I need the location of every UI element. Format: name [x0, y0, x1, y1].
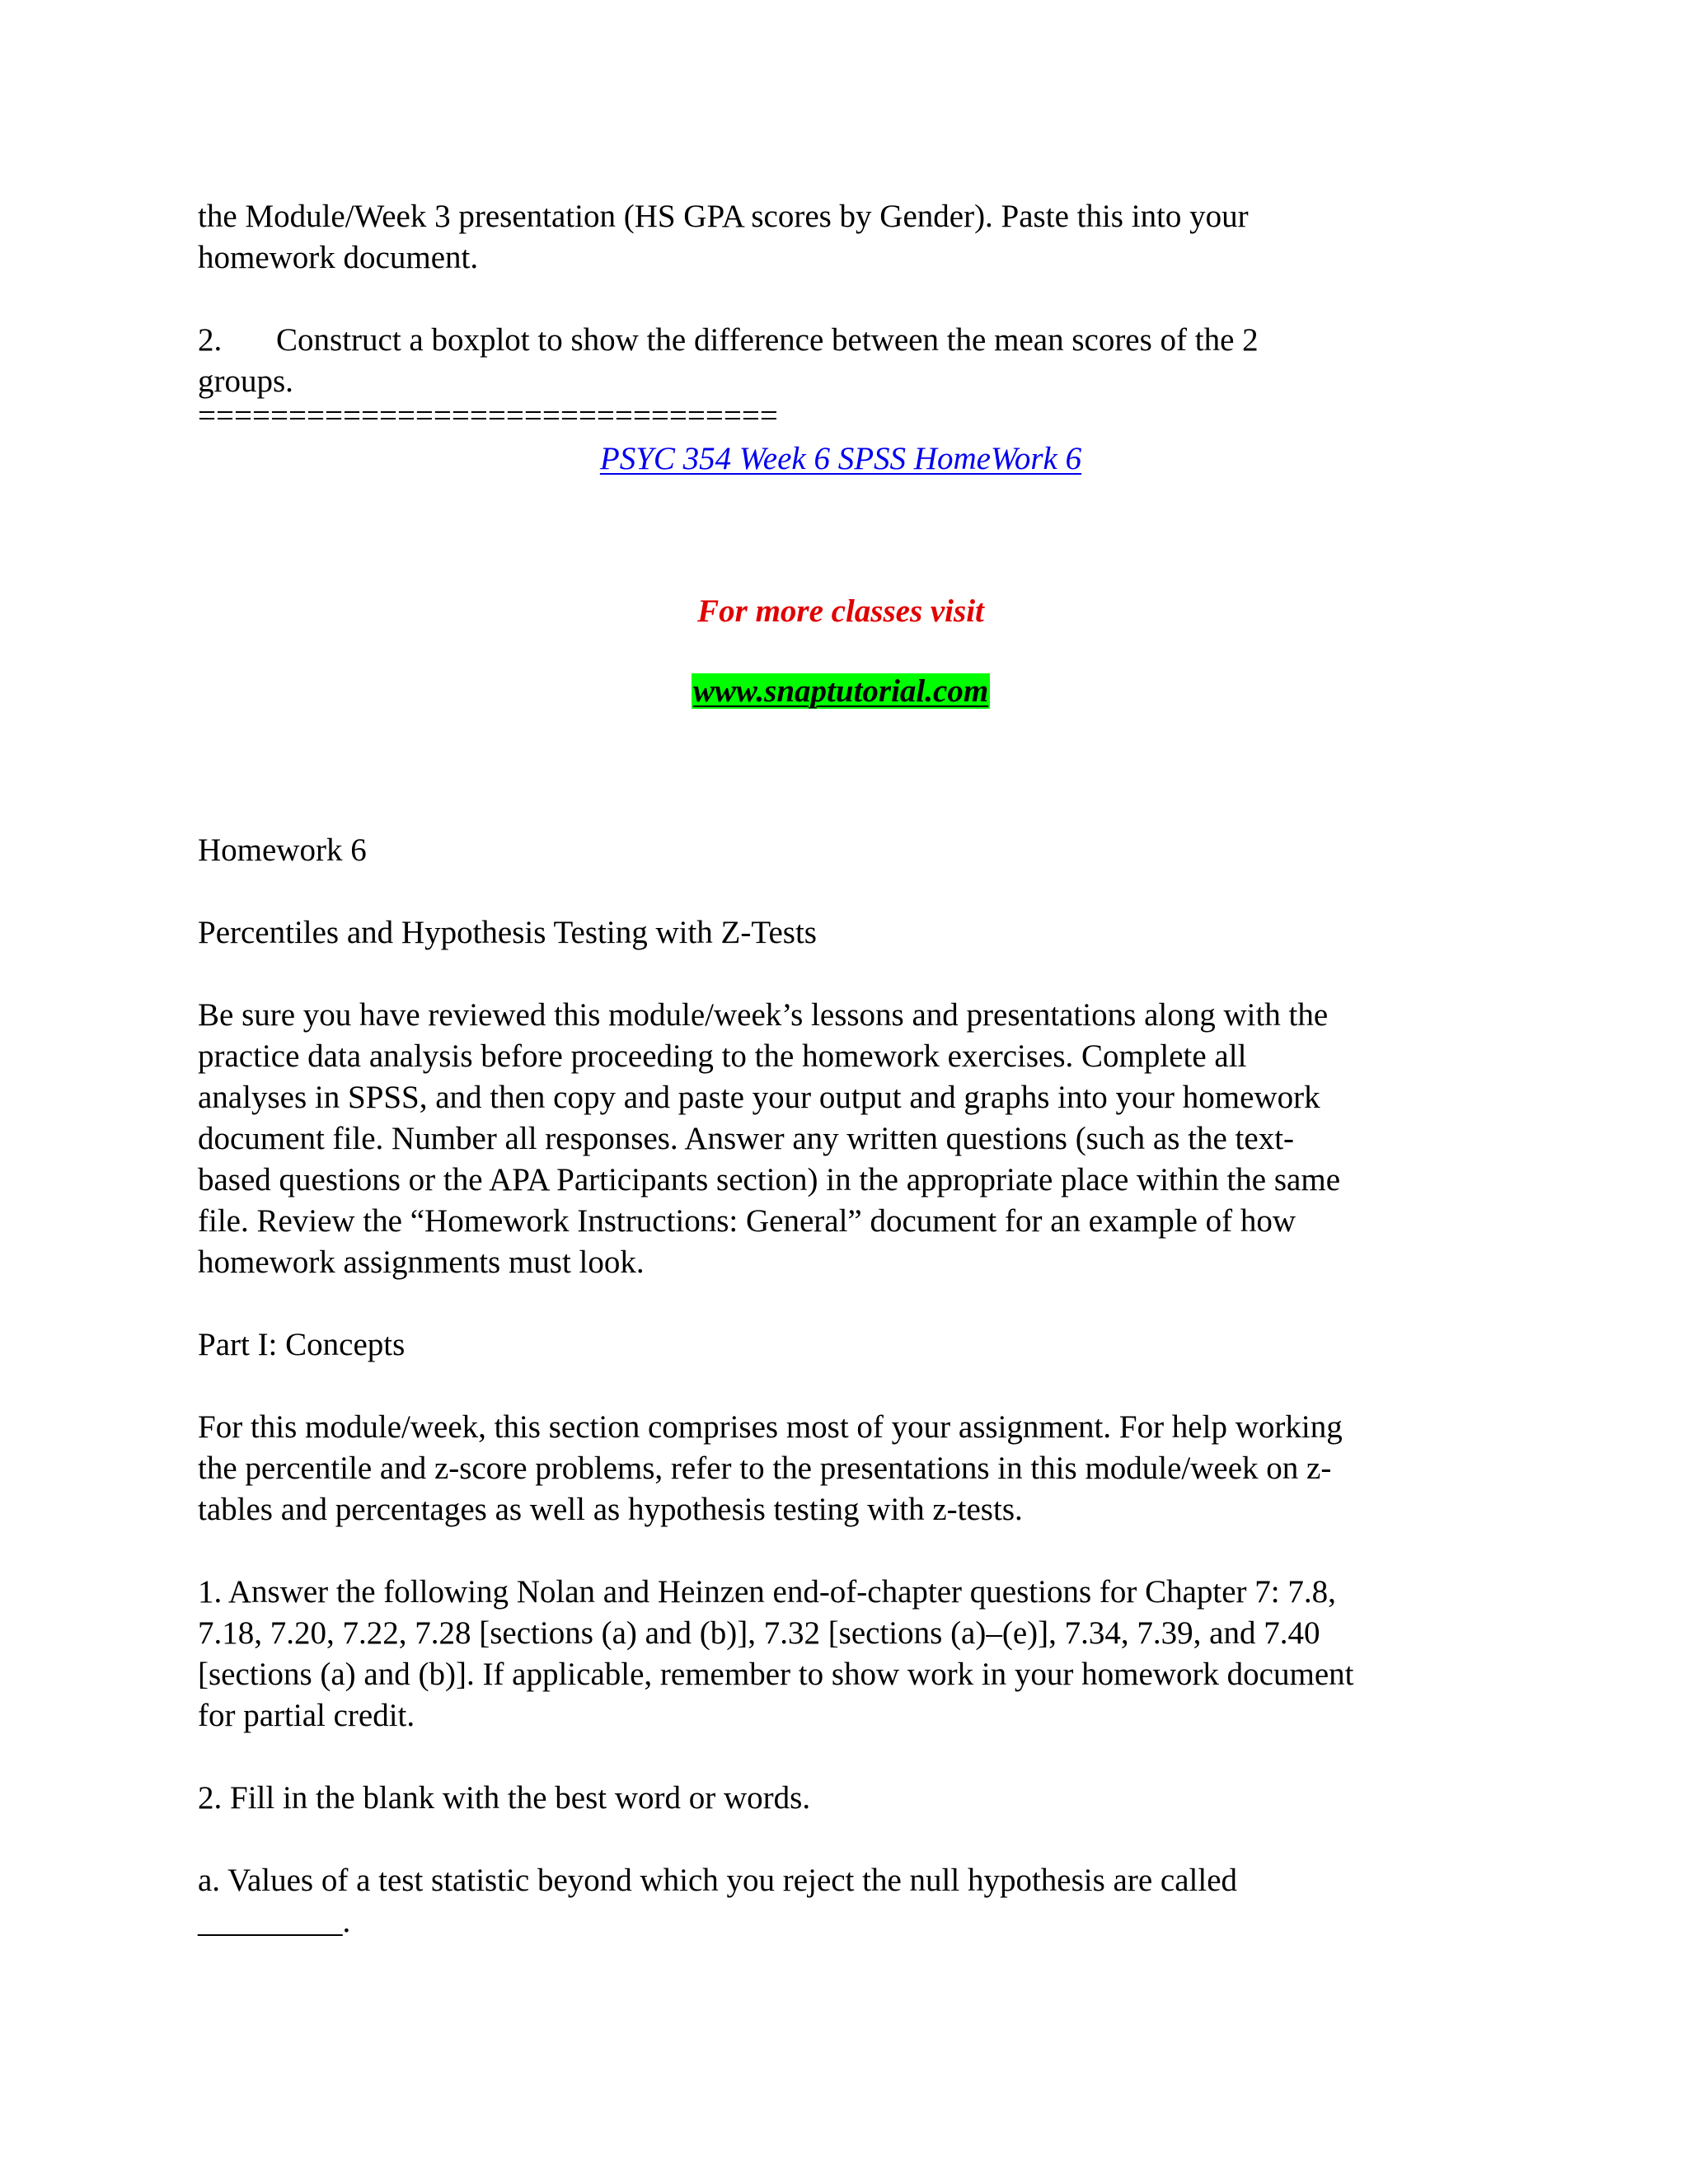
part1-intro-paragraph — [198, 1407, 1484, 1530]
paragraph-line: document file. Number all responses. Answer any written questions (such as the text- — [198, 1121, 1295, 1156]
course-link[interactable]: PSYC 354 Week 6 SPSS HomeWork 6 — [599, 441, 1082, 476]
list-text: Construct a boxplot to show the difference between the mean scores of the 2 — [276, 322, 1259, 358]
paragraph-line: 7.18, 7.20, 7.22, 7.28 [sections (a) and (b)], 7.32 [sections (a)–(e)], 7.34, 7.39, and 7.40 — [198, 1615, 1320, 1651]
intro-line: homework document. — [198, 240, 479, 275]
site-link[interactable]: www.snaptutorial.com — [692, 673, 989, 709]
paragraph-line: 1. Answer the following Nolan and Heinzen end-of-chapter questions for Chapter 7: 7.8, — [198, 1574, 1336, 1610]
paragraph-line: for partial credit. — [198, 1698, 415, 1733]
paragraph-line: the percentile and z-score problems, refer to the presentations in this module/week on z- — [198, 1451, 1332, 1486]
site-link-line — [198, 671, 1484, 712]
list-item-2-cont: groups. — [198, 363, 293, 399]
part1-heading: Part I: Concepts — [198, 1327, 406, 1362]
list-item-2 — [198, 320, 1484, 361]
paragraph-line: analyses in SPSS, and then copy and paste your output and graphs into your homework — [198, 1080, 1320, 1115]
promo-text: For more classes visit — [697, 593, 984, 629]
paragraph-line: Be sure you have reviewed this module/week’s lessons and presentations along with the — [198, 997, 1329, 1033]
course-link-line — [198, 438, 1484, 480]
paragraph-line: a. Values of a test statistic beyond which you reject the null hypothesis are called — [198, 1863, 1238, 1898]
question-1 — [198, 1572, 1484, 1736]
homework-heading: Homework 6 — [198, 832, 367, 868]
question-2a — [198, 1860, 1484, 1943]
paragraph-line: For this module/week, this section comprises most of your assignment. For help working — [198, 1409, 1343, 1445]
separator-line: ================================ — [198, 402, 778, 430]
paragraph-line: tables and percentages as well as hypothesis testing with z-tests. — [198, 1492, 1023, 1527]
paragraph-line: practice data analysis before proceeding to the homework exercises. Complete all — [198, 1038, 1247, 1074]
answer-blank: _________. — [198, 1904, 351, 1939]
list-number: 2. — [198, 322, 223, 358]
instructions-paragraph — [198, 995, 1484, 1283]
homework-subheading: Percentiles and Hypothesis Testing with Z-Tests — [198, 915, 817, 950]
paragraph-line: homework assignments must look. — [198, 1244, 645, 1280]
paragraph-line: [sections (a) and (b)]. If applicable, remember to show work in your homework document — [198, 1657, 1354, 1692]
paragraph-line: based questions or the APA Participants section) in the appropriate place within the same — [198, 1162, 1341, 1197]
intro-line: the Module/Week 3 presentation (HS GPA scores by Gender). Paste this into your — [198, 199, 1249, 234]
paragraph-line: file. Review the “Homework Instructions: General” document for an example of how — [198, 1203, 1296, 1239]
question-2: 2. Fill in the blank with the best word or words. — [198, 1780, 811, 1816]
document-page — [198, 196, 1484, 1943]
